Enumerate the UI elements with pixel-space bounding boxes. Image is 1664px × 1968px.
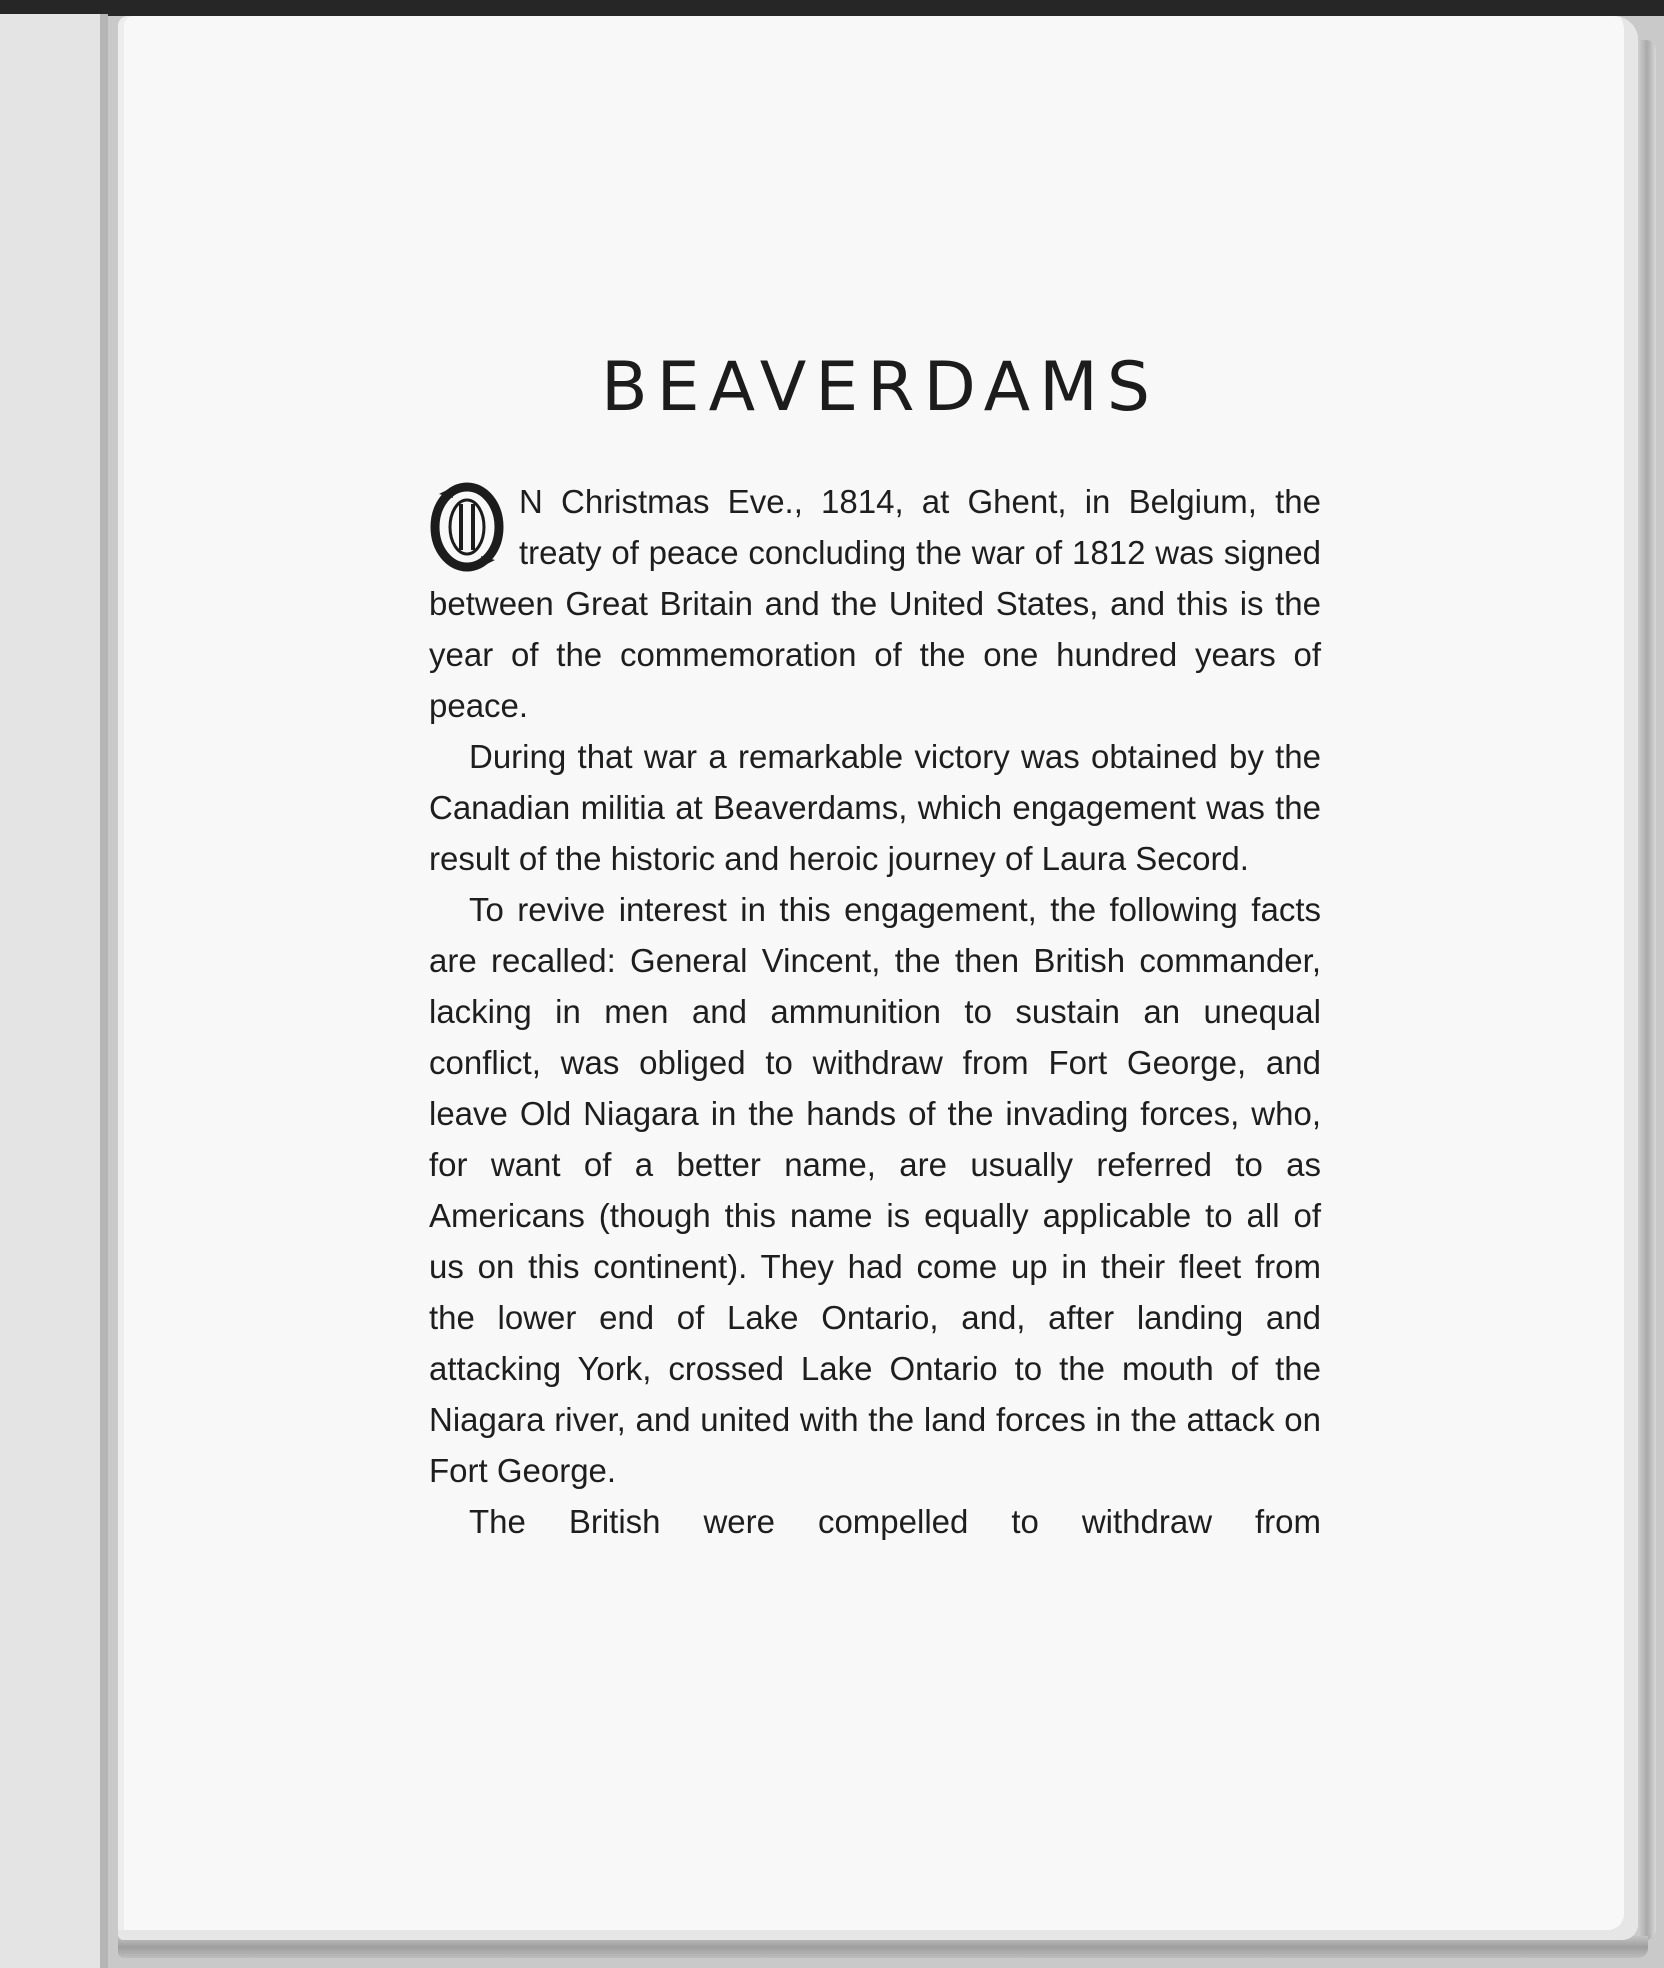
paragraph-1-text: N Christmas Eve., 1814, at Ghent, in Belgium, the treaty of peace concluding the war of 1812 was signed between Great Britain and the United States, and this is the year of the commemoration of the one hundred years of peace. bbox=[429, 483, 1321, 724]
scan-top-border bbox=[0, 0, 1664, 16]
paragraph-2: During that war a remarkable victory was obtained by the Canadian militia at Beaverdams, which engagement was the result of the historic and heroic journey of Laura Secord. bbox=[429, 738, 1321, 877]
paragraph-3: To revive interest in this engagement, the following facts are recalled: General Vincent, the then British commander, lacking in men and ammunition to sustain an unequal conflict, was obliged to withdraw from Fort George, and leave Old Niagara in the hands of the invading forces, who, for want of a better name, are usually referred to as Americans (though this name is equally applicable to all of us on this continent). They had come up in their fleet from the lower end of Lake Ontario, and, after landing and attacking York, crossed Lake Ontario to the mouth of the Niagara river, and united with the land forces in the attack on Fort George. bbox=[429, 891, 1321, 1489]
facing-page-edge bbox=[0, 14, 108, 1968]
paragraph-1 bbox=[429, 476, 1321, 731]
paragraph-4: The British were compelled to withdraw from bbox=[469, 1503, 1321, 1540]
page-stack-right-edge bbox=[1638, 40, 1656, 1940]
article-body bbox=[429, 476, 1321, 1547]
drop-cap-o-icon bbox=[429, 482, 505, 572]
page-title: BEAVERDAMS bbox=[600, 348, 1160, 427]
